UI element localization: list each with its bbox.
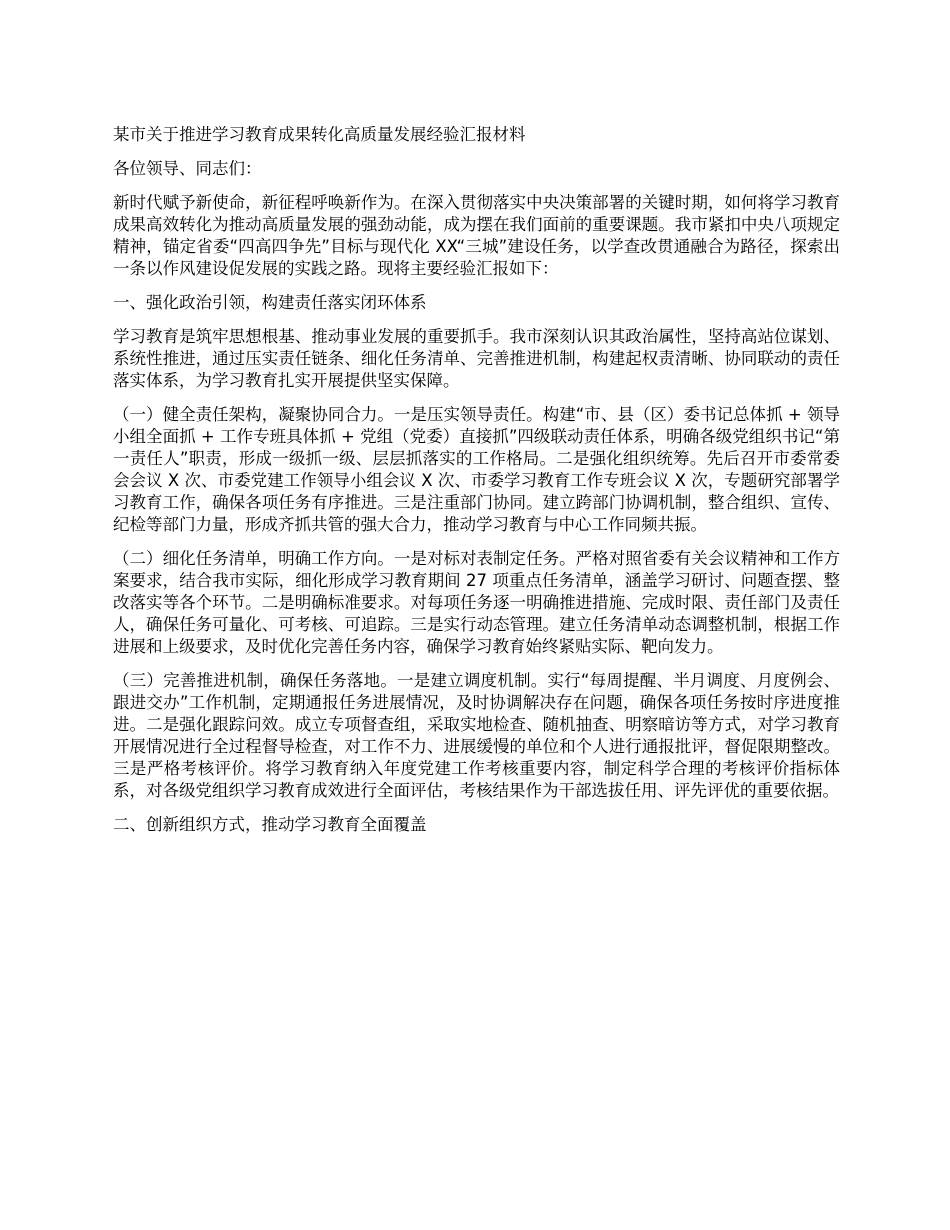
section-1-paragraph-1: （一）健全责任架构，凝聚协同合力。一是压实领导责任。构建“市、县（区）委书记总体抓 + 领导小组全面抓 + 工作专班具体抓 + 党组（党委）直接抓”四级联动责任体系，明确各级党组织书记“第一责任人”职责，形成一级抓一级、层层抓落实的工作格局。二是强化组织统筹。先后召开市委常委会会议 X 次、市委党建工作领导小组会议 X 次、市委学习教育工作专班会议 X 次，专题研究部署学习教育工作，确保各项任务有序推进。三是注重部门协同。建立跨部门协调机制，整合组织、宣传、纪检等部门力量，形成齐抓共管的强大合力，推动学习教育与中心工作同频共振。 [113,405,840,534]
document-page [113,124,840,848]
greeting: 各位领导、同志们： [113,159,262,178]
section-1-paragraph-2: （二）细化任务清单，明确工作方向。一是对标对表制定任务。严格对照省委有关会议精神和工作方案要求，结合我市实际，细化形成学习教育期间 27 项重点任务清单，涵盖学习研讨、问题查摆、整改落实等各个环节。二是明确标准要求。对每项任务逐一明确推进措施、完成时限、责任部门及责任人，确保任务可量化、可考核、可追踪。三是实行动态管理。建立任务清单动态调整机制，根据工作进展和上级要求，及时优化完善任务内容，确保学习教育始终紧贴实际、靶向发力。 [113,549,840,656]
document-title: 某市关于推进学习教育成果转化高质量发展经验汇报材料 [113,125,526,144]
section-1-paragraph-3: （三）完善推进机制，确保任务落地。一是建立调度机制。实行“每周提醒、半月调度、月度例会、跟进交办”工作机制，定期通报任务进展情况，及时协调解决存在问题，确保各项任务按时序进度推进。二是强化跟踪问效。成立专项督查组，采取实地检查、随机抽查、明察暗访等方式，对学习教育开展情况进行全过程督导检查，对工作不力、进展缓慢的单位和个人进行通报批评，督促限期整改。三是严格考核评价。将学习教育纳入年度党建工作考核重要内容，制定科学合理的考核评价指标体系，对各级党组织学习教育成效进行全面评估，考核结果作为干部选拔任用、评先评优的重要依据。 [113,671,840,800]
intro-paragraph: 新时代赋予新使命，新征程呼唤新作为。在深入贯彻落实中央决策部署的关键时期，如何将学习教育成果高效转化为推动高质量发展的强劲动能，成为摆在我们面前的重要课题。我市紧扣中央八项规定精神，锚定省委“四高四争先”目标与现代化 XX“三城”建设任务，以学查改贯通融合为路径，探索出一条以作风建设促发展的实践之路。现将主要经验汇报如下： [113,193,840,278]
section-1-intro-paragraph: 学习教育是筑牢思想根基、推动事业发展的重要抓手。我市深刻认识其政治属性，坚持高站位谋划、系统性推进，通过压实责任链条、细化任务清单、完善推进机制，构建起权责清晰、协同联动的责任落实体系，为学习教育扎实开展提供坚实保障。 [113,327,840,390]
section-2-heading: 二、创新组织方式，推动学习教育全面覆盖 [113,815,427,834]
section-1-heading: 一、强化政治引领，构建责任落实闭环体系 [113,293,427,312]
